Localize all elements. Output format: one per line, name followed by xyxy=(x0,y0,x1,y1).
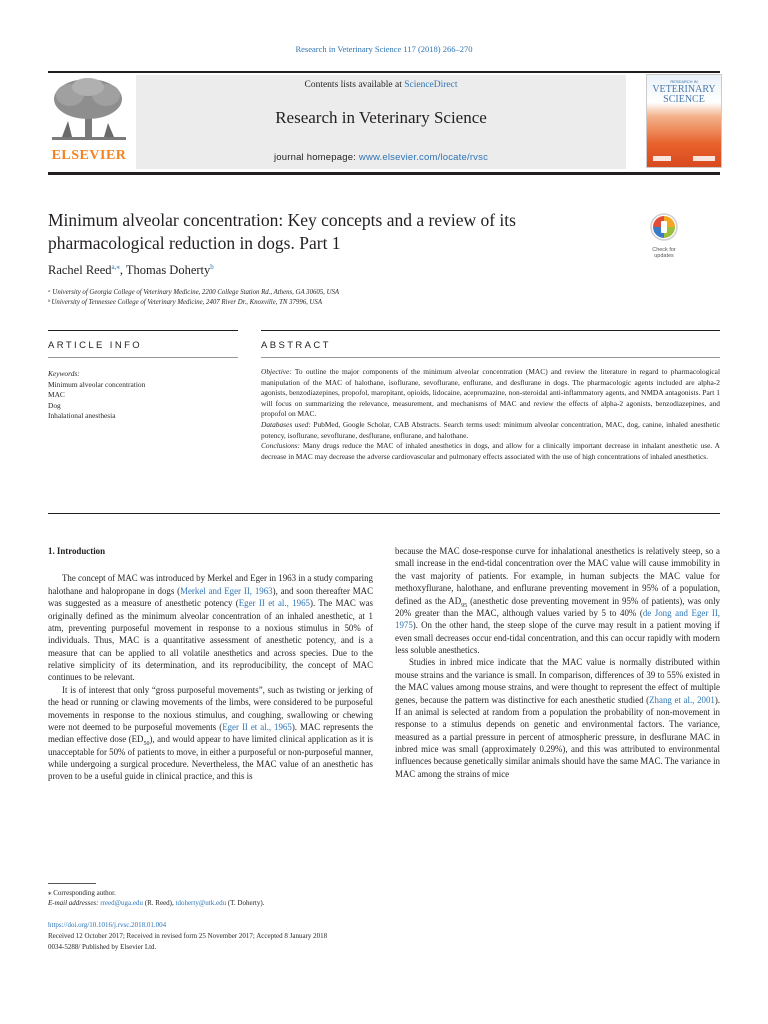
keyword-item: MAC xyxy=(48,390,65,400)
body-text: ). On the other hand, the steep slope of the curve may result in a patient moving if even small decreases occur end-tidal concentration, and this can occur rapidly with modern less soluble anesthetics. xyxy=(395,620,720,655)
author-affiliation-marker[interactable]: a,⁎ xyxy=(111,263,120,271)
masthead-bottom-rule xyxy=(48,172,720,175)
abstract-label: Objective: xyxy=(261,367,292,376)
email-owner: (R. Reed), xyxy=(143,899,176,907)
issn-publisher: 0034-5288/ Published by Elsevier Ltd. xyxy=(48,943,157,951)
cover-barcode xyxy=(693,156,715,161)
reference-link[interactable]: de Jong and Eger II, 1975 xyxy=(395,607,721,631)
reference-link[interactable]: Eger II et al., 1965 xyxy=(238,598,310,609)
doi-link[interactable]: https://doi.org/10.1016/j.rvsc.2018.01.004 xyxy=(48,921,167,929)
keywords-block xyxy=(48,369,238,422)
abstract-text: To outline the major components of the minimum alveolar concentration (MAC) and review the literature in regard to pharmacological manipulation of the MAC of halothane, isoflurane, sevoflurane, enflurane, and desflurane in dogs. The pharmacologic agents included are alpha-2 agonists, benzodiazepines, propofol, maropitant, opioids, lidocaine, acepromazine, non-steroidal anti-inflammatory agents, and NMDA antagonists. Part 1 will focus on summarizing the relevance, measurement, and mechanisms of MAC and review the effects of alpha-2 agonists, benzodiazepines, and propofol on MAC. xyxy=(261,367,720,419)
corresponding-author-note: ⁎ Corresponding author. xyxy=(48,889,116,897)
affiliation-a: ᵃ University of Georgia College of Veterinary Medicine, 2200 College Station Rd., Athens, GA 30605, USA xyxy=(48,289,340,296)
body-paragraph xyxy=(395,545,720,656)
cover-decoration xyxy=(653,156,671,161)
abstract-heading: ABSTRACT xyxy=(261,340,331,351)
body-text: because the MAC dose-response curve for inhalational anesthetics is relatively steep, so a small increase in the end-tidal concentration over the MAC value will cause immobility in the vast majority of patients. For example, in human subjects the MAC value for methoxyflurane, halothane, and enflurane preventing movement in 95% of a population, defined as the AD xyxy=(395,546,720,606)
abstract-databases xyxy=(261,420,720,441)
homepage-label: journal homepage: xyxy=(273,152,359,163)
keyword-item: Dog xyxy=(48,400,61,410)
email-owner: (T. Doherty). xyxy=(226,899,265,907)
body-text: ). MAC represents the median effective dose (ED xyxy=(48,721,373,745)
article-info-subrule xyxy=(48,357,238,358)
reference-link[interactable]: Eger II et al., 1965 xyxy=(222,721,292,732)
reference-link[interactable]: Zhang et al., 2001 xyxy=(649,694,715,705)
cover-title xyxy=(647,85,721,105)
body-text: The concept of MAC was introduced by Merkel and Eger in 1963 in a study comparing halothane and halopropane in dogs ( xyxy=(48,573,373,596)
body-text: ). If an animal is selected at random from a population the probability of non-movement in response to a stimulus depends on genetic and environmental factors. The variance, measured as a partial pressure in percent of atmospheric pressure, in desflurane MAC in inbred mice was small (approximately 0.29%), and this was attributed to environmental influences because genetically similar animals should have the same MAC. The variance in MAC among the strains of mice xyxy=(395,694,721,779)
affiliation-b: ᵇ University of Tennessee College of Veterinary Medicine, 2407 River Dr., Knoxville, TN 37996, USA xyxy=(48,299,322,306)
contents-available xyxy=(136,80,626,90)
abstract-body xyxy=(261,367,720,462)
keyword-item: Inhalational anesthesia xyxy=(48,411,116,421)
check-updates-label: Check for updates xyxy=(652,247,676,259)
abstract-label: Conclusions: xyxy=(261,441,301,451)
body-paragraph xyxy=(395,656,720,780)
email-label: E-mail addresses: xyxy=(48,899,101,907)
journal-name: Research in Veterinary Science xyxy=(275,108,487,127)
section-heading: 1. Introduction xyxy=(48,546,106,556)
body-text: Studies in inbred mice indicate that the MAC value is normally distributed within mouse strains and the variance is small. In comparison, differences of 39 to 55% existed in the MAC values among mouse strains, and were thought to represent the effect of multiple genes, because the pattern was distinctive for each anesthetic studied ( xyxy=(395,657,720,705)
reference-link[interactable]: Merkel and Eger II, 1963 xyxy=(180,585,273,596)
homepage-url-link[interactable]: www.elsevier.com/locate/rvsc xyxy=(358,152,489,163)
body-text: (anesthetic dose preventing movement in 95% of patients), was only 20% greater than the MAC, although values varied by 5 to 40% ( xyxy=(395,595,720,618)
author-list xyxy=(48,263,214,278)
cover-small-text: RESEARCH IN xyxy=(670,79,698,84)
body-paragraph xyxy=(48,572,373,683)
email-link[interactable]: rreed@uga.edu xyxy=(100,899,144,907)
abstract-objective xyxy=(261,367,720,420)
abstract-label: Databases used: xyxy=(261,419,311,429)
body-text: It is of interest that only “gross purposeful movements”, such as twisting or jerking of the head or running or clawing movements of the limbs, were considered to be purposeful movements in response to the noxious stimulus, and coughing, swallowing or chewing were not deemed to be purposeful movements ( xyxy=(48,684,373,732)
elsevier-wordmark: ELSEVIER xyxy=(51,148,127,163)
article-info-rule xyxy=(48,330,238,331)
sciencedirect-link[interactable]: ScienceDirect xyxy=(404,80,458,90)
journal-citation-link[interactable]: Research in Veterinary Science 117 (2018) 266–270 xyxy=(295,44,473,54)
cover-title-line-2: SCIENCE xyxy=(663,94,705,105)
abstract-bottom-rule xyxy=(48,513,720,514)
article-info-heading: ARTICLE INFO xyxy=(48,340,143,351)
abstract-conclusions xyxy=(261,441,720,462)
check-for-updates-badge[interactable] xyxy=(643,212,685,258)
keyword-item: Minimum alveolar concentration xyxy=(48,379,146,389)
body-text: ), and soon thereafter MAC was suggested as a measure of anesthetic potency ( xyxy=(48,585,374,609)
contents-prefix: Contents lists available at xyxy=(304,80,405,90)
cover-title-line-1: VETERINARY xyxy=(652,84,716,95)
body-text: ). The MAC was originally defined as the minimum alveolar concentration of an inhaled anesthetic, at 1 atm, preventing purposeful movement in response to a noxious stimulus in 50% of individuals. Thus, MAC is a quantitative assessment of anesthetic potency, and is a measure that can be applied to all volatile anesthetics and across species. Due to the relative simplicity of its determination, and its reproducibility, the concept of MAC continues to be relevant. xyxy=(48,598,373,683)
body-left-column xyxy=(48,545,373,783)
journal-homepage xyxy=(136,152,626,163)
article-title: Minimum alveolar concentration: Key concepts and a review of its pharmacological reduction in dogs. Part 1 xyxy=(48,210,516,253)
abstract-subrule xyxy=(261,357,720,358)
received-dates: Received 12 October 2017; Received in revised form 25 November 2017; Accepted 8 January 2018 xyxy=(48,932,328,940)
author-affiliation-marker[interactable]: b xyxy=(210,263,214,271)
journal-cover-image xyxy=(646,74,722,168)
abstract-rule xyxy=(261,330,720,331)
body-text: ), and would appear to have limited clinical application as it is unacceptable for 50% of patients to move, in either a purposeful or non-purposeful manner, while undergoing a surgical procedure. Nevertheless, the MAC value of an anesthetic has proven to be a useful guide in clinical practice, and this is xyxy=(48,734,373,782)
author-name: Thomas Doherty xyxy=(125,263,211,278)
body-paragraph xyxy=(48,684,373,783)
masthead-top-rule xyxy=(48,71,720,73)
abstract-text: PubMed, Google Scholar, CAB Abstracts. Search terms used: minimum alveolar concentration, MAC, dog, canine, inhaled anesthetic potency, isoflurane, sevoflurane, desflurane, enflurane, and halothane. xyxy=(261,419,720,440)
author-name: Rachel Reed xyxy=(48,263,112,278)
footnote-rule xyxy=(48,883,96,884)
subscript: 50 xyxy=(143,741,150,748)
check-updates-icon xyxy=(649,212,679,242)
body-right-column xyxy=(395,545,720,780)
author-separator: , xyxy=(119,263,126,278)
email-link[interactable]: tdoherty@utk.edu xyxy=(175,899,227,907)
email-footnote xyxy=(48,898,264,908)
keywords-label: Keywords: xyxy=(48,369,80,378)
abstract-text: Many drugs reduce the MAC of inhaled anesthetics in dogs, and allow for a clinically important decrease in inhalant anesthetic use. A decrease in MAC may decrease the adverse cardiovascular and pulmonary effects associated with the use of high concentrations of inhaled anesthetics. xyxy=(261,441,720,461)
subscript: 95 xyxy=(461,602,468,609)
